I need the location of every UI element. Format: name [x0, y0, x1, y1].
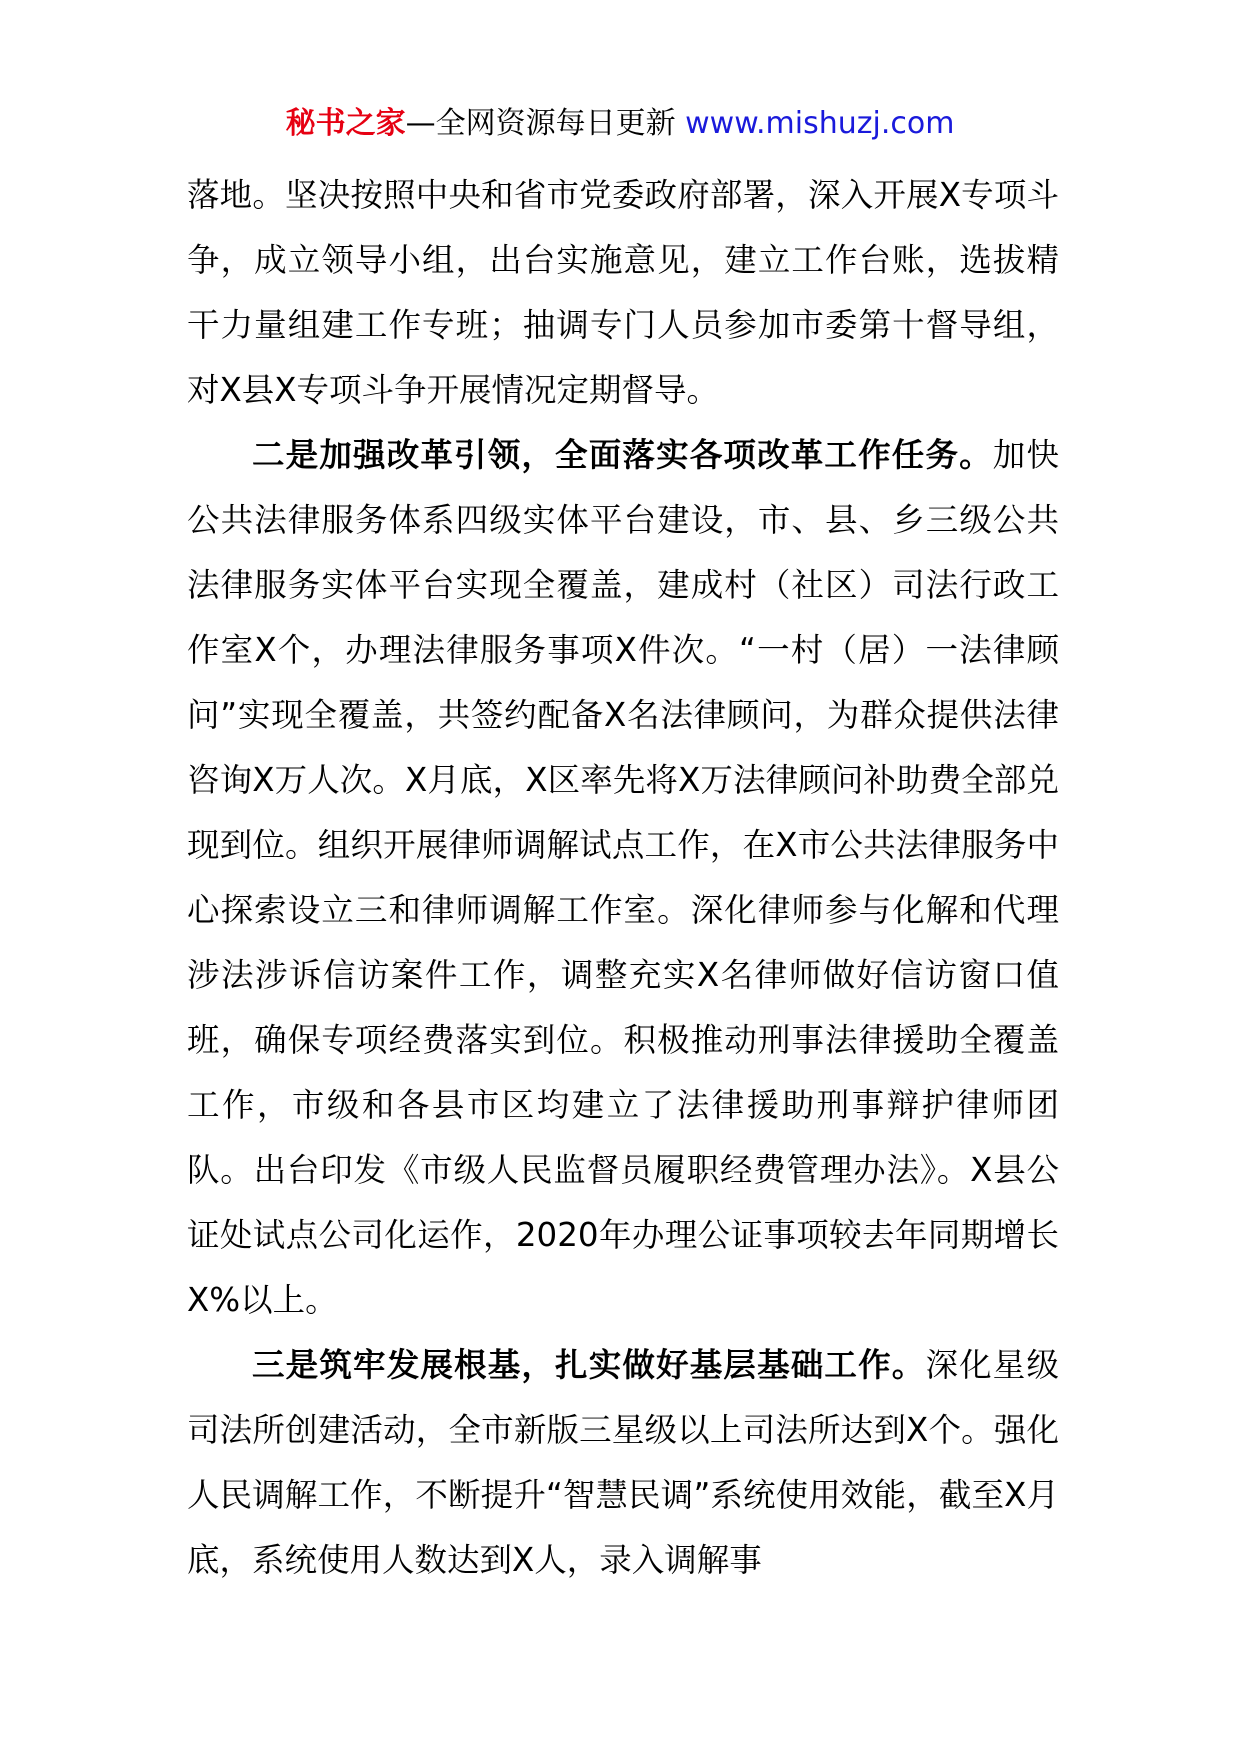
page-header [0, 102, 1240, 146]
paragraph-3-text: 深化星级司法所创建活动，全市新版三星级以上司法所达到X个。强化人民调解工作，不断提升“智慧民调”系统使用效能，截至X月底，系统使用人数达到X人，录入调解事 [187, 1346, 1059, 1579]
paragraph-2 [187, 423, 1059, 1333]
brand-name: 秘书之家 [285, 106, 406, 141]
paragraph-3 [187, 1333, 1059, 1593]
header-tagline: —全网资源每日更新 [405, 106, 676, 141]
paragraph-2-heading: 二是加强改革引领，全面落实各项改革工作任务。 [252, 436, 993, 474]
paragraph-1 [187, 163, 1059, 423]
paragraph-1-text: 落地。坚决按照中央和省市党委政府部署，深入开展X专项斗争，成立领导小组，出台实施意见，建立工作台账，选拔精干力量组建工作专班；抽调专门人员参加市委第十督导组，对X县X专项斗争开展情况定期督导。 [187, 176, 1059, 409]
paragraph-2-text: 加快公共法律服务体系四级实体平台建设，市、县、乡三级公共法律服务实体平台实现全覆盖，建成村（社区）司法行政工作室X个，办理法律服务事项X件次。“一村（居）一法律顾问”实现全覆盖，共签约配备X名法律顾问，为群众提供法律咨询X万人次。X月底，X区率先将X万法律顾问补助费全部兑现到位。组织开展律师调解试点工作，在X市公共法律服务中心探索设立三和律师调解工作室。深化律师参与化解和代理涉法涉诉信访案件工作，调整充实X名律师做好信访窗口值班，确保专项经费落实到位。积极推动刑事法律援助全覆盖工作，市级和各县市区均建立了法律援助刑事辩护律师团队。出台印发《市级人民监督员履职经费管理办法》。X县公证处试点公司化运作，2020年办理公证事项较去年同期增长X%以上。 [187, 436, 1059, 1319]
document-body [187, 163, 1059, 1593]
paragraph-3-heading: 三是筑牢发展根基，扎实做好基层基础工作。 [252, 1346, 926, 1384]
site-url-link[interactable]: www.mishuzj.com [685, 106, 955, 141]
